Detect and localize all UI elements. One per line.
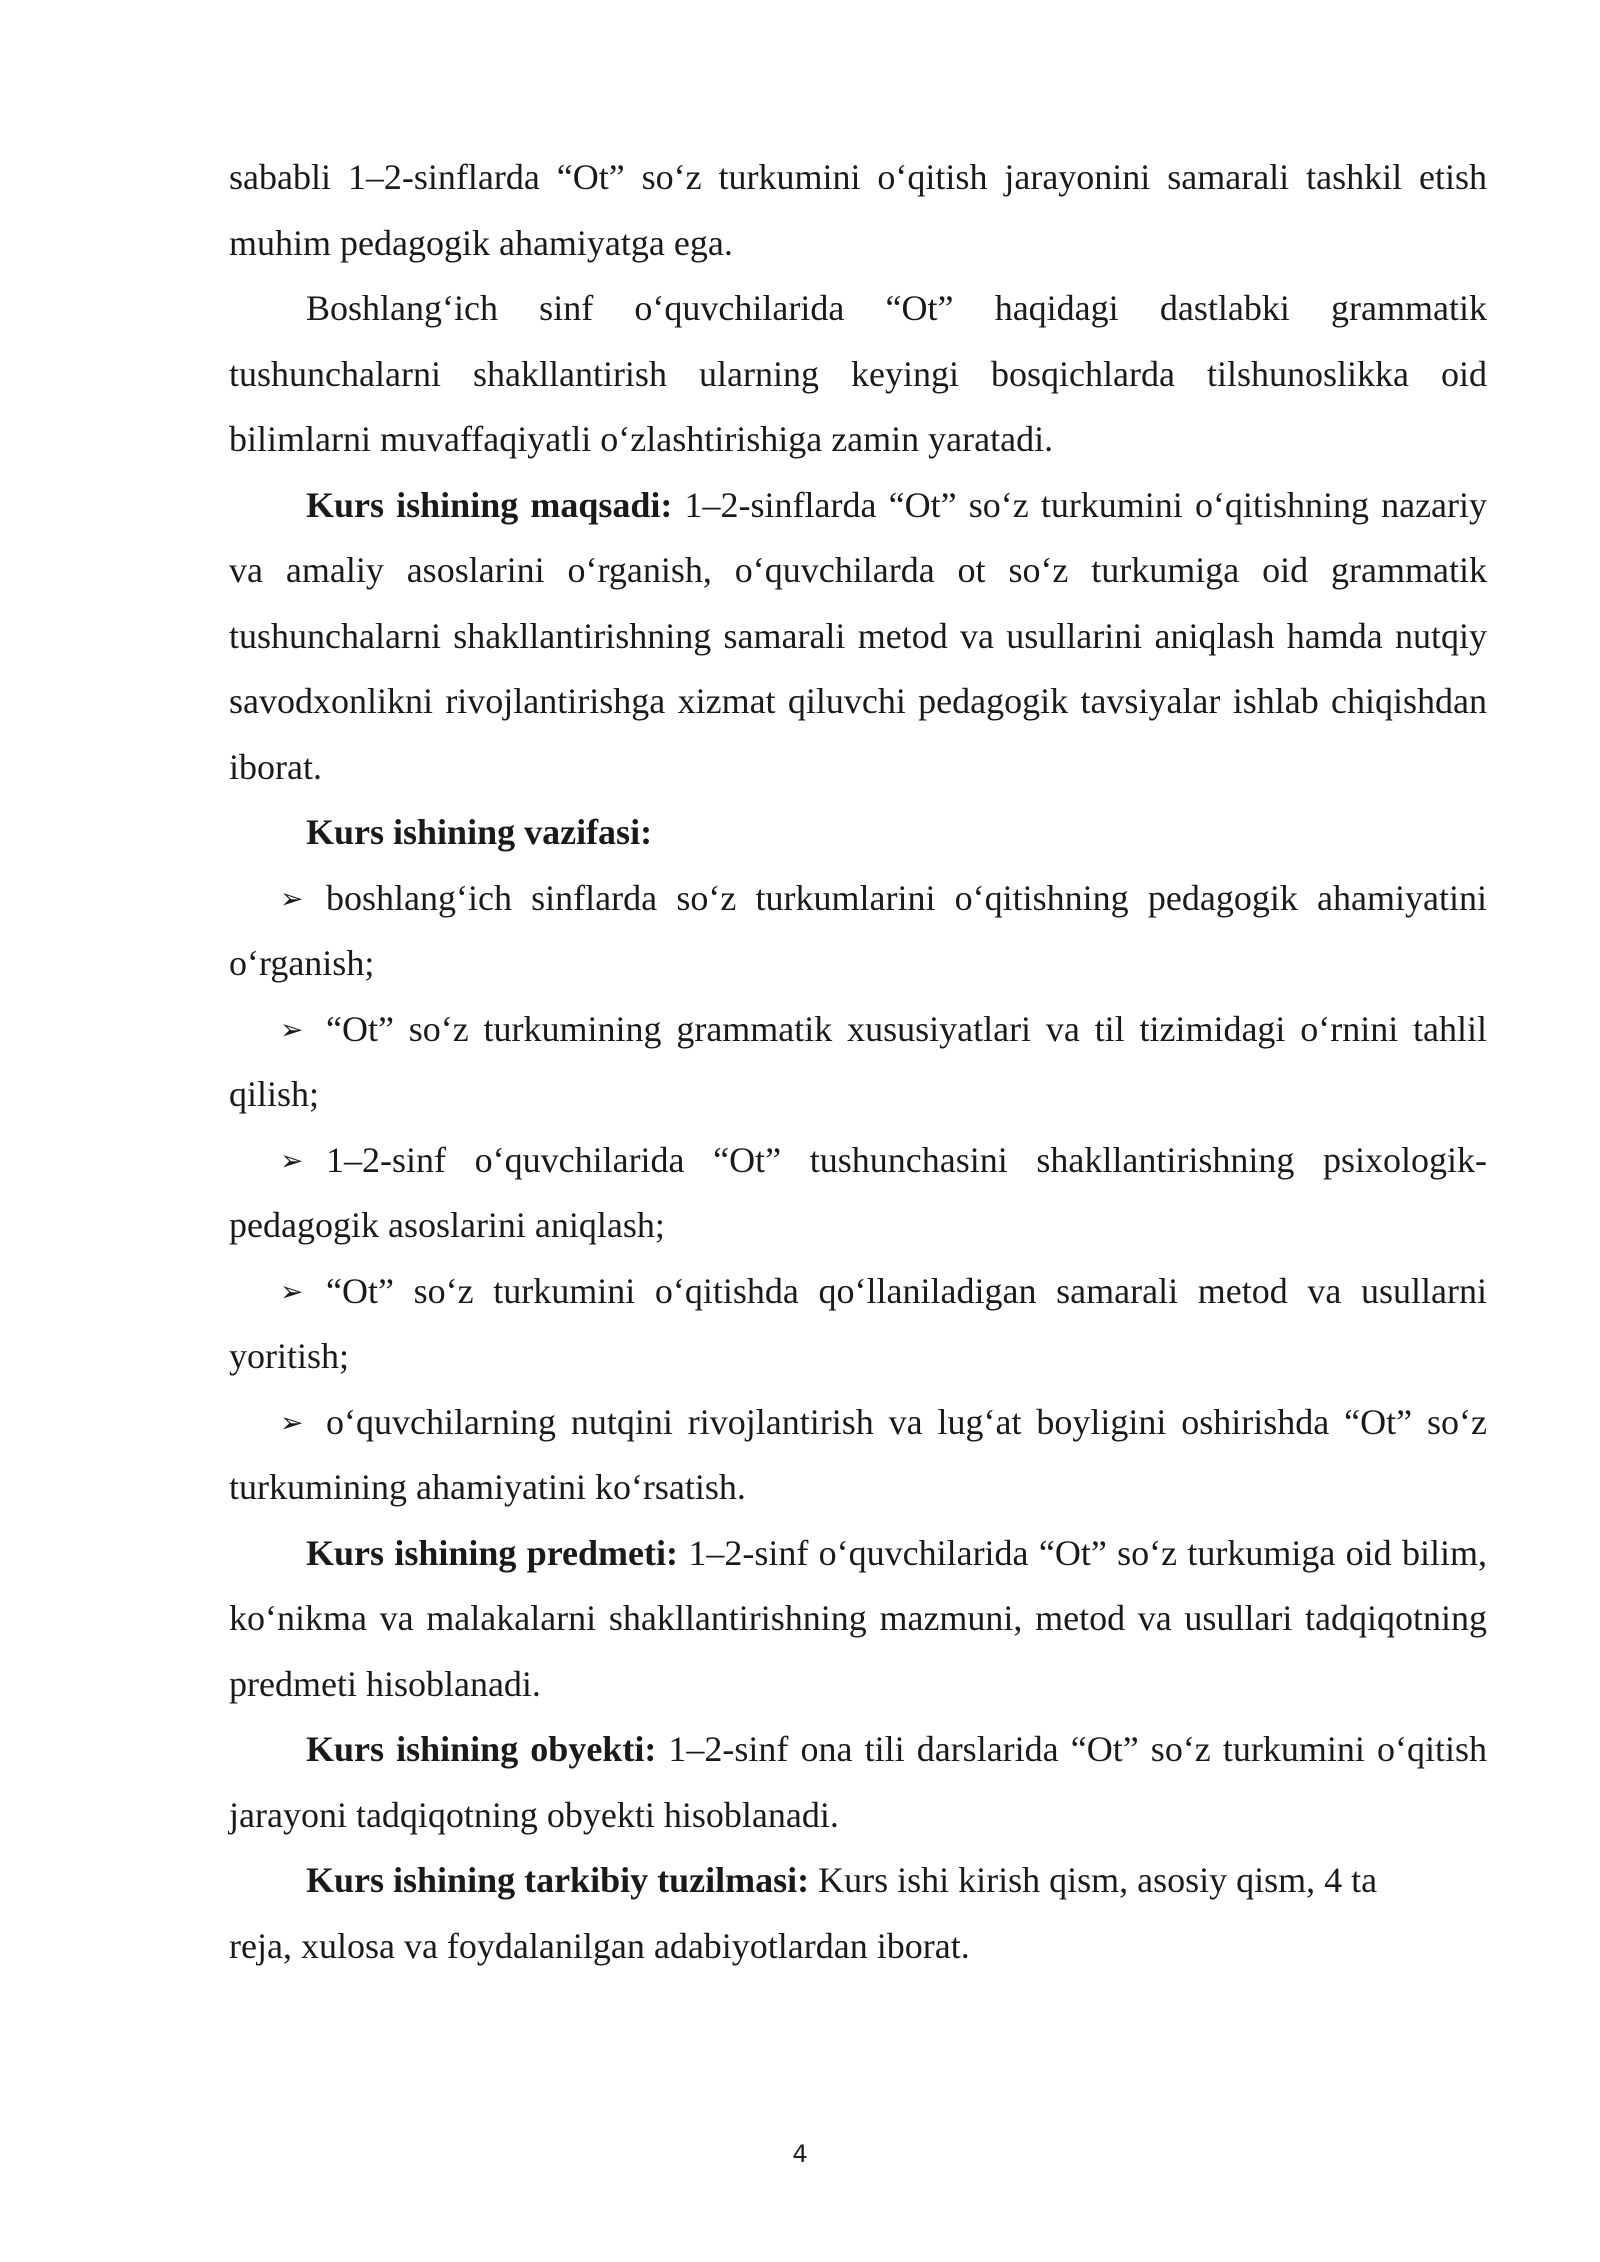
vazifa-item-text: “Ot” so‘z turkumini o‘qitishda qo‘llaniladigan samarali metod va usullarni yoritish; bbox=[229, 1270, 1487, 1376]
vazifa-item-text: boshlang‘ich sinflarda so‘z turkumlarini o‘qitishning pedagogik ahamiyatini o‘rganish; bbox=[229, 877, 1487, 983]
paragraph-boshlangich: Boshlang‘ich sinf o‘quvchilarida “Ot” haqidagi dastlabki grammatik tushunchalarni shakllantirish ularning keyingi bosqichlarda tilshunoslikka oid bilimlarni muvaffaqiyatli o‘zlashtirishiga zamin yaratadi. bbox=[229, 288, 1487, 459]
vazifa-label: Kurs ishining vazifasi: bbox=[306, 812, 653, 852]
arrow-bullet-icon: ➢ bbox=[280, 1012, 304, 1046]
obyekt-label: Kurs ishining obyekti: bbox=[306, 1729, 657, 1769]
page-number: 4 bbox=[792, 2140, 808, 2168]
arrow-bullet-icon: ➢ bbox=[280, 1143, 304, 1177]
page-body bbox=[229, 145, 1487, 1979]
arrow-bullet-icon: ➢ bbox=[280, 1274, 304, 1308]
vazifa-list-item bbox=[229, 866, 1487, 997]
paragraph-obyekt bbox=[229, 1717, 1487, 1848]
tarkib-text-line1: Kurs ishi kirish qism, asosiy qism, 4 ta bbox=[809, 1860, 1378, 1900]
paragraph-maqsad bbox=[229, 473, 1487, 801]
predmet-label: Kurs ishining predmeti: bbox=[306, 1532, 679, 1573]
paragraph-predmet bbox=[229, 1521, 1487, 1718]
maqsad-text: 1–2-sinflarda “Ot” so‘z turkumini o‘qitishning nazariy va amaliy asoslarini o‘rganish, o‘quvchilarda ot so‘z turkumiga oid grammatik tushunchalarni shakllantirishning samarali metod va usullarini aniqlash hamda nutqiy savodxonlikni rivojlantirishga xizmat qiluvchi pedagogik tavsiyalar ishlab chiqishdan iborat. bbox=[229, 484, 1488, 787]
maqsad-label: Kurs ishining maqsadi: bbox=[306, 484, 673, 525]
vazifa-list-item bbox=[229, 1259, 1487, 1390]
tarkib-text-line2: reja, xulosa va foydalanilgan adabiyotlardan iborat. bbox=[229, 1925, 970, 1966]
paragraph-continuation: sababli 1–2-sinflarda “Ot” so‘z turkumini o‘qitish jarayonini samarali tashkil etish muhim pedagogik ahamiyatga ega. bbox=[229, 157, 1487, 263]
predmet-text: 1–2-sinf o‘quvchilarida “Ot” so‘z turkumiga oid bilim, ko‘nikma va malakalarni shakllantirishning mazmuni, metod va usullari tadqiqotning predmeti hisoblanadi. bbox=[229, 1532, 1488, 1704]
paragraph-tarkib bbox=[229, 1848, 1487, 1979]
vazifa-list-item bbox=[229, 1390, 1487, 1521]
tarkib-label: Kurs ishining tarkibiy tuzilmasi: bbox=[306, 1860, 810, 1900]
vazifa-list-item bbox=[229, 1128, 1487, 1259]
arrow-bullet-icon: ➢ bbox=[280, 1405, 304, 1439]
arrow-bullet-icon: ➢ bbox=[280, 881, 304, 915]
obyekt-text: 1–2-sinf ona tili darslarida “Ot” so‘z turkumini o‘qitish jarayoni tadqiqotning obyekti hisoblanadi. bbox=[229, 1729, 1487, 1835]
vazifa-list-item bbox=[229, 997, 1487, 1128]
paragraph-vazifa-heading bbox=[229, 800, 1487, 866]
vazifa-item-text: “Ot” so‘z turkumining grammatik xususiyatlari va til tizimidagi o‘rnini tahlil qilish; bbox=[229, 1008, 1487, 1114]
vazifa-item-text: 1–2-sinf o‘quvchilarida “Ot” tushunchasini shakllantirishning psixologik-pedagogik asoslarini aniqlash; bbox=[229, 1139, 1487, 1245]
vazifa-item-text: o‘quvchilarning nutqini rivojlantirish va lug‘at boyligini oshirishda “Ot” so‘z turkumining ahamiyatini ko‘rsatish. bbox=[229, 1401, 1487, 1507]
